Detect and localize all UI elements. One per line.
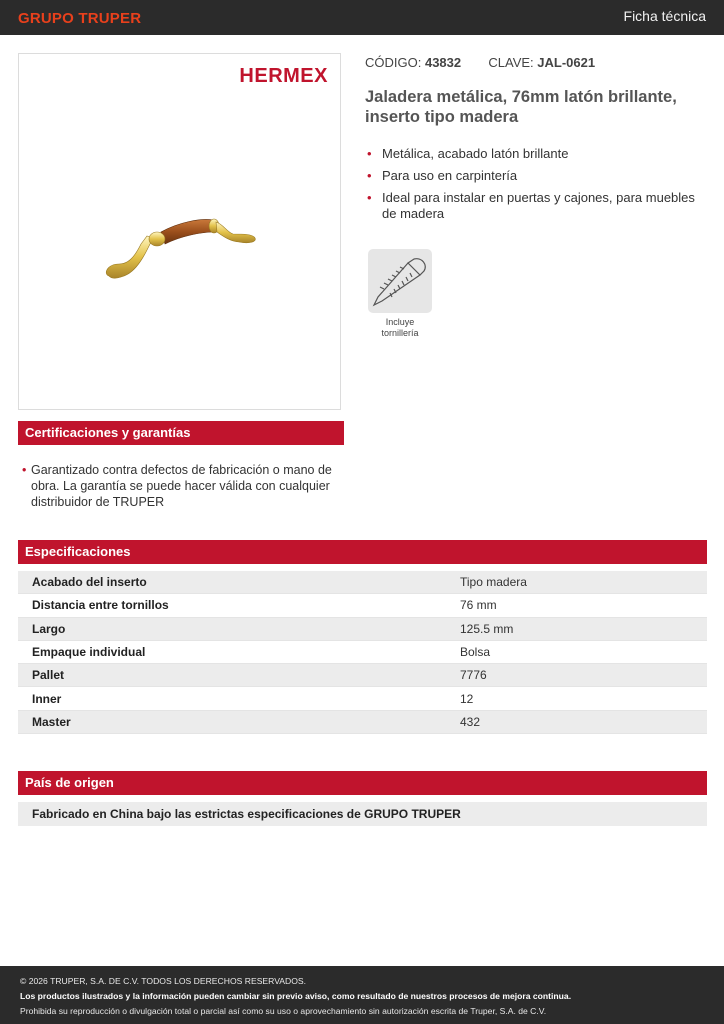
- spec-key: Acabado del inserto: [32, 575, 147, 590]
- spec-value: 125.5 mm: [460, 621, 514, 636]
- screw-icon: [368, 249, 432, 313]
- table-row: [18, 571, 707, 594]
- code-label: CÓDIGO:: [365, 55, 422, 70]
- warranty-text: • Garantizado contra defectos de fabricación o mano de obra. La garantía se puede hacer válida con cualquier distribuidor de TRUPER: [22, 462, 342, 510]
- origin-text: Fabricado en China bajo las estrictas especificaciones de GRUPO TRUPER: [18, 802, 707, 826]
- spec-key: Empaque individual: [32, 645, 146, 660]
- certifications-header: Certificaciones y garantías: [18, 421, 344, 445]
- key-label: CLAVE:: [488, 55, 534, 70]
- hermex-logo: HERMEX: [239, 65, 328, 87]
- product-image-panel: [18, 53, 341, 410]
- spec-key: Inner: [32, 691, 62, 706]
- spec-value: Tipo madera: [460, 575, 527, 590]
- origin-header: País de origen: [18, 771, 707, 795]
- product-title: Jaladera metálica, 76mm latón brillante, inserto tipo madera: [365, 88, 677, 126]
- feature-item: • Metálica, acabado latón brillante: [365, 146, 710, 162]
- footer-prohibition: Prohibida su reproducción o divulgación total o parcial así como su uso o aprovechamiento sin autorización escrita de Truper, S.A. de C.V.: [20, 1006, 547, 1016]
- badge-label: Incluye tornillería: [381, 317, 419, 338]
- document-type: Ficha técnica: [623, 8, 706, 24]
- spec-value: 12: [460, 691, 474, 706]
- spec-key: Distancia entre tornillos: [32, 598, 169, 613]
- key-value: JAL-0621: [537, 55, 596, 70]
- spec-value: Bolsa: [460, 645, 491, 660]
- top-bar: [0, 0, 724, 35]
- spec-key: Largo: [32, 621, 66, 636]
- feature-item: • Ideal para instalar en puertas y cajones, para muebles de madera: [365, 190, 710, 222]
- table-row: [18, 664, 707, 687]
- footer-notice: Los productos ilustrados y la información pueden cambiar sin previo aviso, como resultado de nuestros procesos de mejora continua.: [20, 991, 572, 1001]
- spec-value: 7776: [460, 668, 487, 683]
- feature-item: • Para uso en carpintería: [365, 168, 710, 184]
- spec-key: Pallet: [32, 668, 65, 683]
- table-row: [18, 711, 707, 734]
- specifications-header: Especificaciones: [18, 540, 707, 564]
- hardware-included-badge: [368, 249, 432, 313]
- table-row: [18, 641, 707, 664]
- product-image: [101, 204, 261, 284]
- spec-value: 76 mm: [460, 598, 497, 613]
- table-row: [18, 618, 707, 641]
- spec-key: Master: [32, 714, 71, 729]
- table-row: [18, 594, 707, 617]
- spec-value: 432: [460, 714, 481, 729]
- table-row: [18, 687, 707, 710]
- brand-logo[interactable]: GRUPO TRUPER: [18, 10, 142, 27]
- specifications-table: [18, 571, 707, 734]
- footer: [0, 966, 724, 1024]
- footer-copyright: © 2026 TRUPER, S.A. DE C.V. TODOS LOS DERECHOS RESERVADOS.: [20, 976, 307, 986]
- feature-list: [365, 146, 710, 228]
- product-codes: [365, 55, 595, 70]
- code-value: 43832: [424, 55, 462, 70]
